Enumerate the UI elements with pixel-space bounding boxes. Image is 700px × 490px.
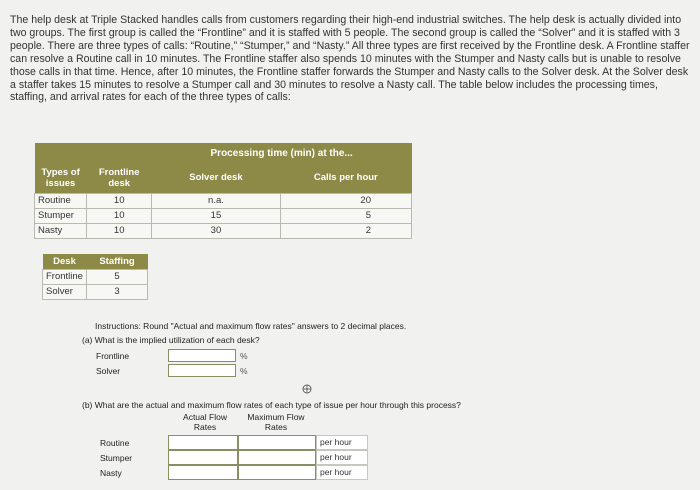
- move-cursor-icon: [302, 384, 312, 394]
- stumper-max-flow-input[interactable]: [238, 450, 316, 465]
- stumper-actual-flow-input[interactable]: [168, 450, 238, 465]
- table-row: Stumper 10 15 5: [35, 208, 412, 223]
- staffing-table: [42, 254, 148, 300]
- solver-utilization-input[interactable]: [168, 364, 236, 377]
- routine-label: Routine: [100, 438, 130, 448]
- move-cursor-icon: [302, 384, 312, 397]
- frontline-utilization-input[interactable]: [168, 349, 236, 362]
- table-row: Solver 3: [43, 284, 148, 299]
- per-hour-unit: per hour: [316, 465, 368, 480]
- nasty-actual-flow-input[interactable]: [168, 465, 238, 480]
- col-solver-header: Solver desk: [152, 163, 280, 193]
- actual-flow-header: Actual Flow Rates: [183, 412, 227, 432]
- frontline-label: Frontline: [96, 351, 130, 361]
- table-row: Nasty 10 30 2: [35, 223, 412, 238]
- part-a-question: (a) What is the implied utilization of each desk?: [82, 335, 260, 345]
- problem-text: The help desk at Triple Stacked handles calls from customers regarding their high-end industrial switches. The help desk is actually divided into two groups. The first group is called the “Frontline” and it is staffed with 5 people. The second group is called the “Solver” and it is staffed with 3 people. There are three types of calls: “Routine,” “Stumper,” and “Nasty.” All three types are first received by the Frontline desk. A Frontline staffer can resolve a Routine call in 10 minutes. The Frontline staffer also spends 10 minutes with the Stumper and Nasty calls but is unable to resolve those calls in that time. Hence, after 10 minutes, the Frontline staffer forwards the Stumper and Nasty calls to the Solver desk. At the Solver desk a staffer takes 15 minutes to resolve a Stumper call and 30 minutes to resolve a Nasty call. The table below includes the processing times, staffing, and arrival rates for each of the three types of calls:: [10, 14, 690, 104]
- routine-max-flow-input[interactable]: [238, 435, 316, 450]
- processing-time-header: Processing time (min) at the...: [152, 143, 412, 163]
- processing-table: [34, 143, 412, 239]
- col-frontline-header: Frontline desk: [87, 163, 152, 193]
- per-hour-unit: per hour: [316, 450, 368, 465]
- part-b-question: (b) What are the actual and maximum flow rates of each type of issue per hour through this process?: [82, 400, 461, 410]
- solver-label: Solver: [96, 366, 121, 376]
- nasty-label: Nasty: [100, 468, 122, 478]
- table-row: Routine 10 n.a. 20: [35, 193, 412, 208]
- col-types-header: Types of issues: [35, 163, 87, 193]
- routine-actual-flow-input[interactable]: [168, 435, 238, 450]
- nasty-max-flow-input[interactable]: [238, 465, 316, 480]
- col-staffing-header: Staffing: [87, 254, 148, 269]
- table-row: Frontline 5: [43, 269, 148, 284]
- col-calls-header: Calls per hour: [280, 163, 411, 193]
- percent-unit: %: [240, 366, 248, 376]
- per-hour-unit: per hour: [316, 435, 368, 450]
- maximum-flow-header: Maximum Flow Rates: [247, 412, 305, 432]
- col-desk-header: Desk: [43, 254, 87, 269]
- instructions: Instructions: Round "Actual and maximum flow rates" answers to 2 decimal places.: [95, 321, 407, 331]
- stumper-label: Stumper: [100, 453, 133, 463]
- percent-unit: %: [240, 351, 248, 361]
